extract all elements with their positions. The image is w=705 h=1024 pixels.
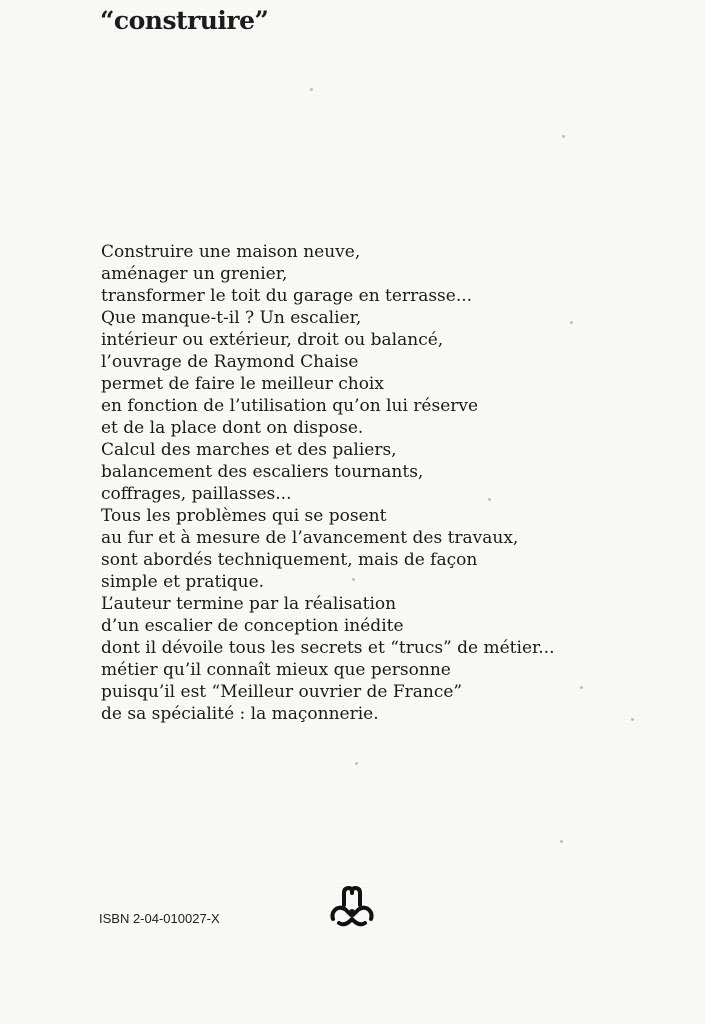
paper-speck: [562, 135, 565, 138]
blurb-line: puisqu’il est “Meilleur ouvrier de France”: [101, 682, 463, 702]
paper-speck: [355, 762, 358, 765]
paper-speck: [488, 498, 491, 501]
blurb-line: Que manque-t-il ? Un escalier,: [101, 308, 362, 328]
paper-speck: [631, 718, 634, 721]
paper-speck: [310, 88, 313, 91]
blurb-line: Construire une maison neuve,: [101, 242, 361, 262]
blurb-line: transformer le toit du garage en terrasse...: [101, 286, 473, 306]
paper-speck: [570, 321, 573, 324]
blurb-line: aménager un grenier,: [101, 264, 288, 284]
blurb-line: l’ouvrage de Raymond Chaise: [101, 352, 359, 372]
blurb-line: Tous les problèmes qui se posent: [101, 506, 387, 526]
series-title: “construire”: [100, 6, 269, 35]
blurb-text: [101, 241, 681, 725]
paper-speck: [580, 686, 583, 689]
isbn-number: ISBN 2-04-010027-X: [99, 911, 220, 926]
blurb-line: d’un escalier de conception inédite: [101, 616, 404, 636]
blurb-line: L’auteur termine par la réalisation: [101, 594, 397, 614]
blurb-line: métier qu’il connaît mieux que personne: [101, 660, 451, 680]
blurb-line: coffrages, paillasses...: [101, 484, 292, 504]
blurb-line: au fur et à mesure de l’avancement des travaux,: [101, 528, 519, 548]
publisher-logo-icon: [327, 885, 377, 929]
blurb-line: et de la place dont on dispose.: [101, 418, 364, 438]
blurb-line: sont abordés techniquement, mais de façon: [101, 550, 478, 570]
blurb-line: dont il dévoile tous les secrets et “trucs” de métier...: [101, 638, 555, 658]
paper-speck: [560, 840, 563, 843]
blurb-line: intérieur ou extérieur, droit ou balancé,: [101, 330, 444, 350]
blurb-line: en fonction de l’utilisation qu’on lui réserve: [101, 396, 479, 416]
paper-speck: [352, 578, 355, 581]
blurb-line: balancement des escaliers tournants,: [101, 462, 424, 482]
blurb-line: de sa spécialité : la maçonnerie.: [101, 704, 379, 724]
blurb-line: Calcul des marches et des paliers,: [101, 440, 397, 460]
blurb-line: simple et pratique.: [101, 572, 265, 592]
blurb-line: permet de faire le meilleur choix: [101, 374, 384, 394]
